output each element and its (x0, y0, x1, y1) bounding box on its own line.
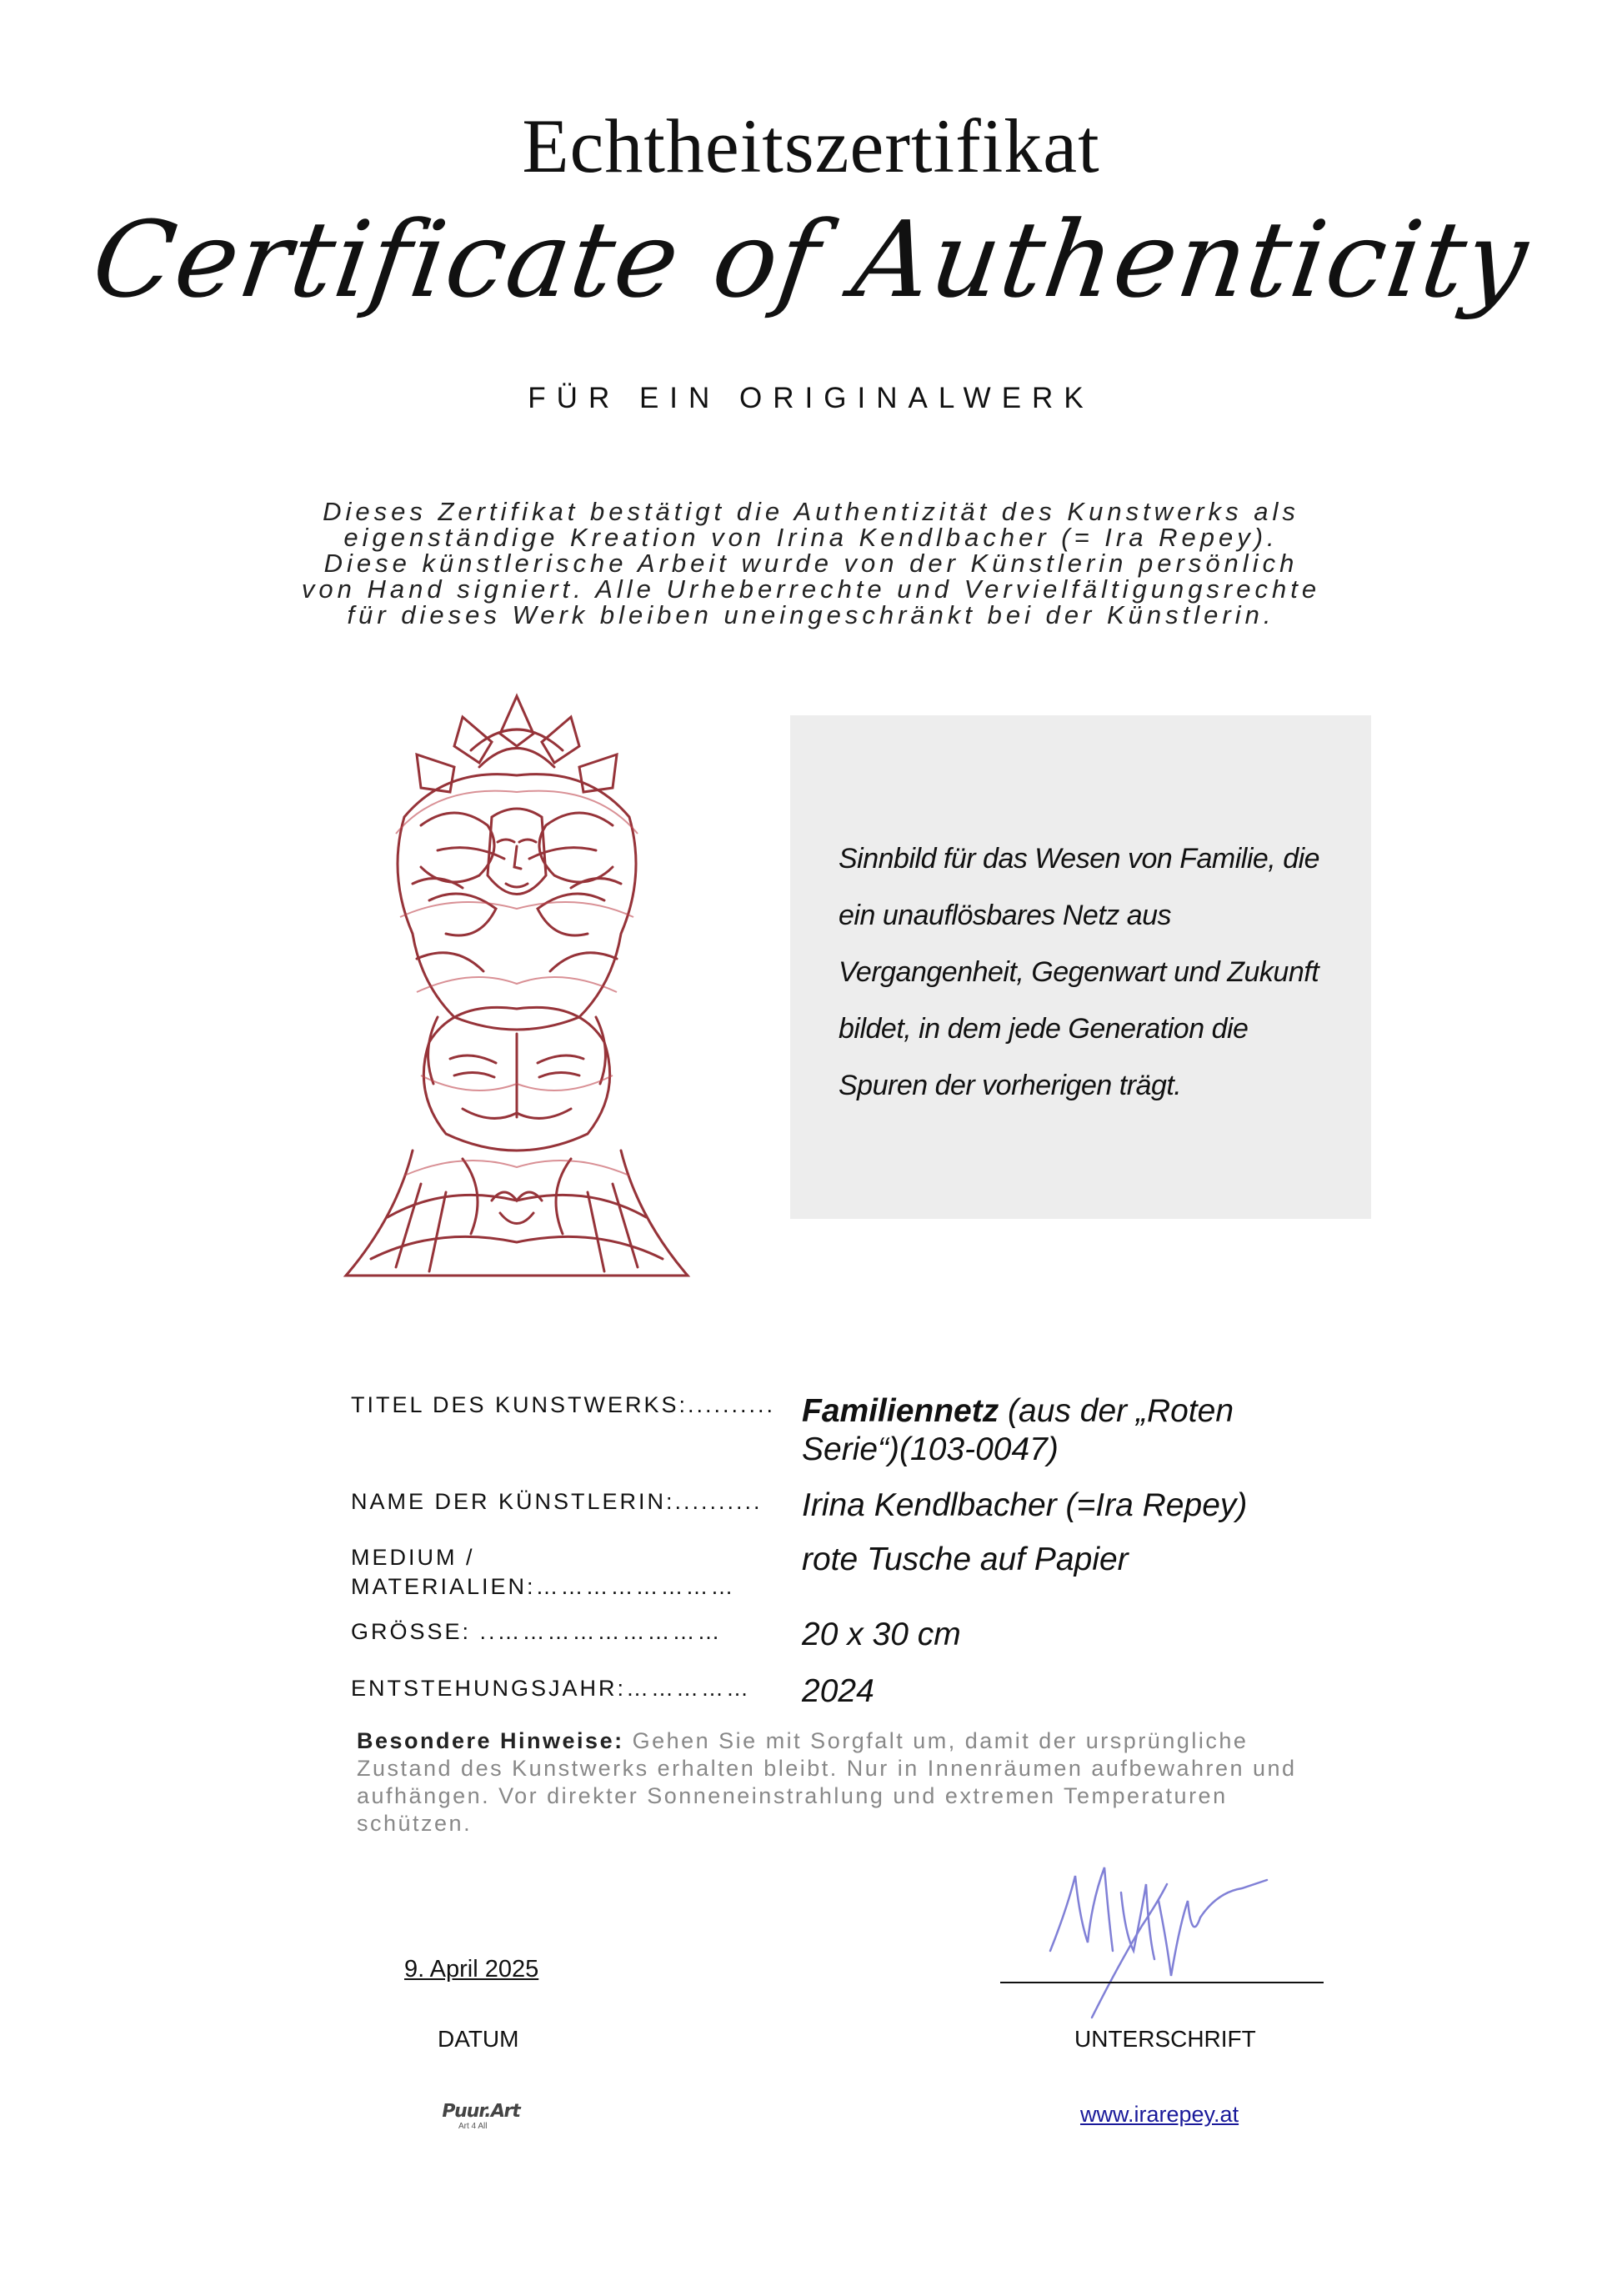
title-label: TITEL DES KUNSTWERKS:.......... (351, 1392, 776, 1417)
date-label: DATUM (438, 2026, 519, 2052)
artwork-title (802, 1392, 1319, 1469)
year-label: ENTSTEHUNGSJAHR:…………… (351, 1676, 752, 1701)
medium-value: rote Tusche auf Papier (802, 1542, 1129, 1577)
artwork-title-name: Familiennetz (802, 1393, 999, 1429)
date-value: 9. April 2025 (404, 1956, 539, 1983)
medium-label-line2: MATERIALIEN:…………………… (351, 1574, 736, 1599)
intro-line: für dieses Werk bleiben uneingeschränkt bei der Künstlerin. (347, 600, 1275, 629)
intro-line: Dieses Zertifikat bestätigt die Authentizität des Kunstwerks als (323, 497, 1299, 526)
artwork-title-series: (aus der „Roten Serie“)(103-0047) (802, 1393, 1234, 1467)
description-line: Spuren der vorherigen trägt. (839, 1070, 1182, 1101)
artist-name: Irina Kendlbacher (=Ira Repey) (802, 1487, 1248, 1523)
signature-label: UNTERSCHRIFT (1074, 2026, 1256, 2052)
description-line: ein unauflösbares Netz aus (839, 900, 1172, 931)
size-label: GRÖSSE: ..……………………… (351, 1619, 723, 1644)
intro-paragraph (250, 499, 1372, 628)
logo-subtext: Art 4 All (458, 2122, 488, 2131)
notes-heading: Besondere Hinweise: (357, 1728, 624, 1753)
notes-text: Gehen Sie mit Sorgfalt um, damit der ursprüngliche Zustand des Kunstwerks erhalten bleibt. Nur in Innenräumen aufbewahren und aufhängen. Vor direkter Sonneneinstrahlung und extremen Temperaturen schützen. (357, 1728, 1297, 1836)
intro-line: von Hand signiert. Alle Urheberrechte und Vervielfältigungsrechte (301, 574, 1321, 604)
year-value: 2024 (802, 1673, 874, 1709)
special-notes (357, 1727, 1344, 1837)
description-line: Sinnbild für das Wesen von Familie, die (839, 843, 1320, 875)
medium-label-line1: MEDIUM / (351, 1545, 475, 1570)
artwork-image (338, 684, 696, 1284)
artist-label: NAME DER KÜNSTLERIN:.......... (351, 1489, 763, 1514)
title-english: Certificate of Authenticity (85, 198, 1537, 321)
description-line: Vergangenheit, Gegenwart und Zukunft (839, 956, 1319, 988)
title-german: Echtheitszertifikat (522, 103, 1100, 188)
size-value: 20 x 30 cm (802, 1617, 961, 1652)
intro-line: eigenständige Kreation von Irina Kendlbacher (= Ira Repey). (343, 523, 1279, 552)
artwork-description (839, 830, 1355, 1114)
description-line: bildet, in dem jede Generation die (839, 1013, 1249, 1045)
puur-art-logo (439, 2101, 525, 2151)
logo-text: Puur.Art (439, 2101, 523, 2122)
signature-line (1000, 1982, 1324, 1983)
subtitle: FÜR EIN ORIGINALWERK (528, 382, 1094, 414)
website-link[interactable]: www.irarepey.at (1080, 2102, 1239, 2127)
signature-image (1042, 1842, 1284, 2026)
intro-line: Diese künstlerische Arbeit wurde von der Künstlerin persönlich (323, 549, 1299, 578)
